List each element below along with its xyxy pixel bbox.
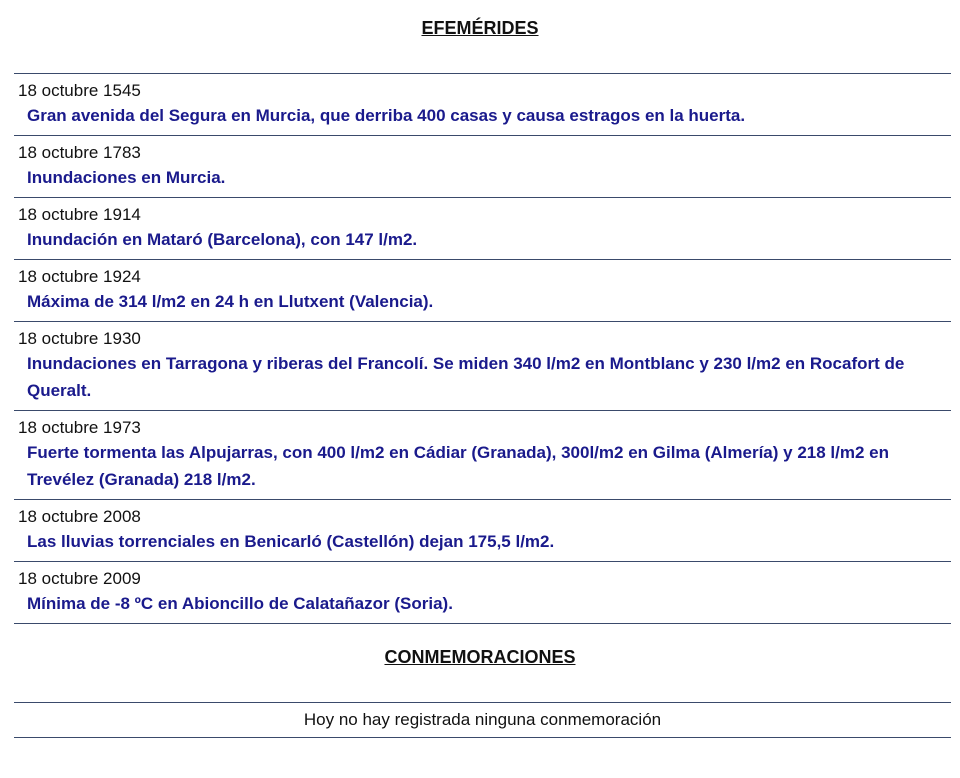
- entry-text: Máxima de 314 l/m2 en 24 h en Llutxent (Valencia).: [27, 292, 434, 311]
- entry-date: 18 octubre 1914: [18, 205, 141, 224]
- list-item: [14, 260, 951, 322]
- entry-text: Inundaciones en Tarragona y riberas del Francolí. Se miden 340 l/m2 en Montblanc y 230 l/m2 en Rocafort de Queralt.: [27, 354, 905, 400]
- efemerides-list: [14, 73, 951, 624]
- list-item: [14, 500, 951, 562]
- list-item: [14, 74, 951, 136]
- entry-date: 18 octubre 1973: [18, 418, 141, 437]
- entry-text: Fuerte tormenta las Alpujarras, con 400 l/m2 en Cádiar (Granada), 300l/m2 en Gilma (Almería) y 218 l/m2 en Trevélez (Granada) 218 l/m2.: [27, 443, 889, 489]
- entry-text: Gran avenida del Segura en Murcia, que derriba 400 casas y causa estragos en la huerta.: [27, 106, 746, 125]
- conmemoraciones-message: Hoy no hay registrada ninguna conmemoración: [14, 702, 951, 738]
- list-item: [14, 136, 951, 198]
- entry-date: 18 octubre 1924: [18, 267, 141, 286]
- efemerides-title: EFEMÉRIDES: [421, 18, 539, 38]
- list-item: [14, 562, 951, 624]
- entry-text: Inundaciones en Murcia.: [27, 168, 226, 187]
- entry-date: 18 octubre 1545: [18, 81, 141, 100]
- entry-date: 18 octubre 1930: [18, 329, 141, 348]
- entry-date: 18 octubre 1783: [18, 143, 141, 162]
- entry-text: Mínima de -8 ºC en Abioncillo de Calatañazor (Soria).: [27, 594, 453, 613]
- list-item: [14, 322, 951, 411]
- entry-text: Las lluvias torrenciales en Benicarló (Castellón) dejan 175,5 l/m2.: [27, 532, 555, 551]
- entry-date: 18 octubre 2009: [18, 569, 141, 588]
- entry-date: 18 octubre 2008: [18, 507, 141, 526]
- entry-text: Inundación en Mataró (Barcelona), con 147 l/m2.: [27, 230, 418, 249]
- conmemoraciones-title: CONMEMORACIONES: [384, 647, 576, 667]
- list-item: [14, 411, 951, 500]
- list-item: [14, 198, 951, 260]
